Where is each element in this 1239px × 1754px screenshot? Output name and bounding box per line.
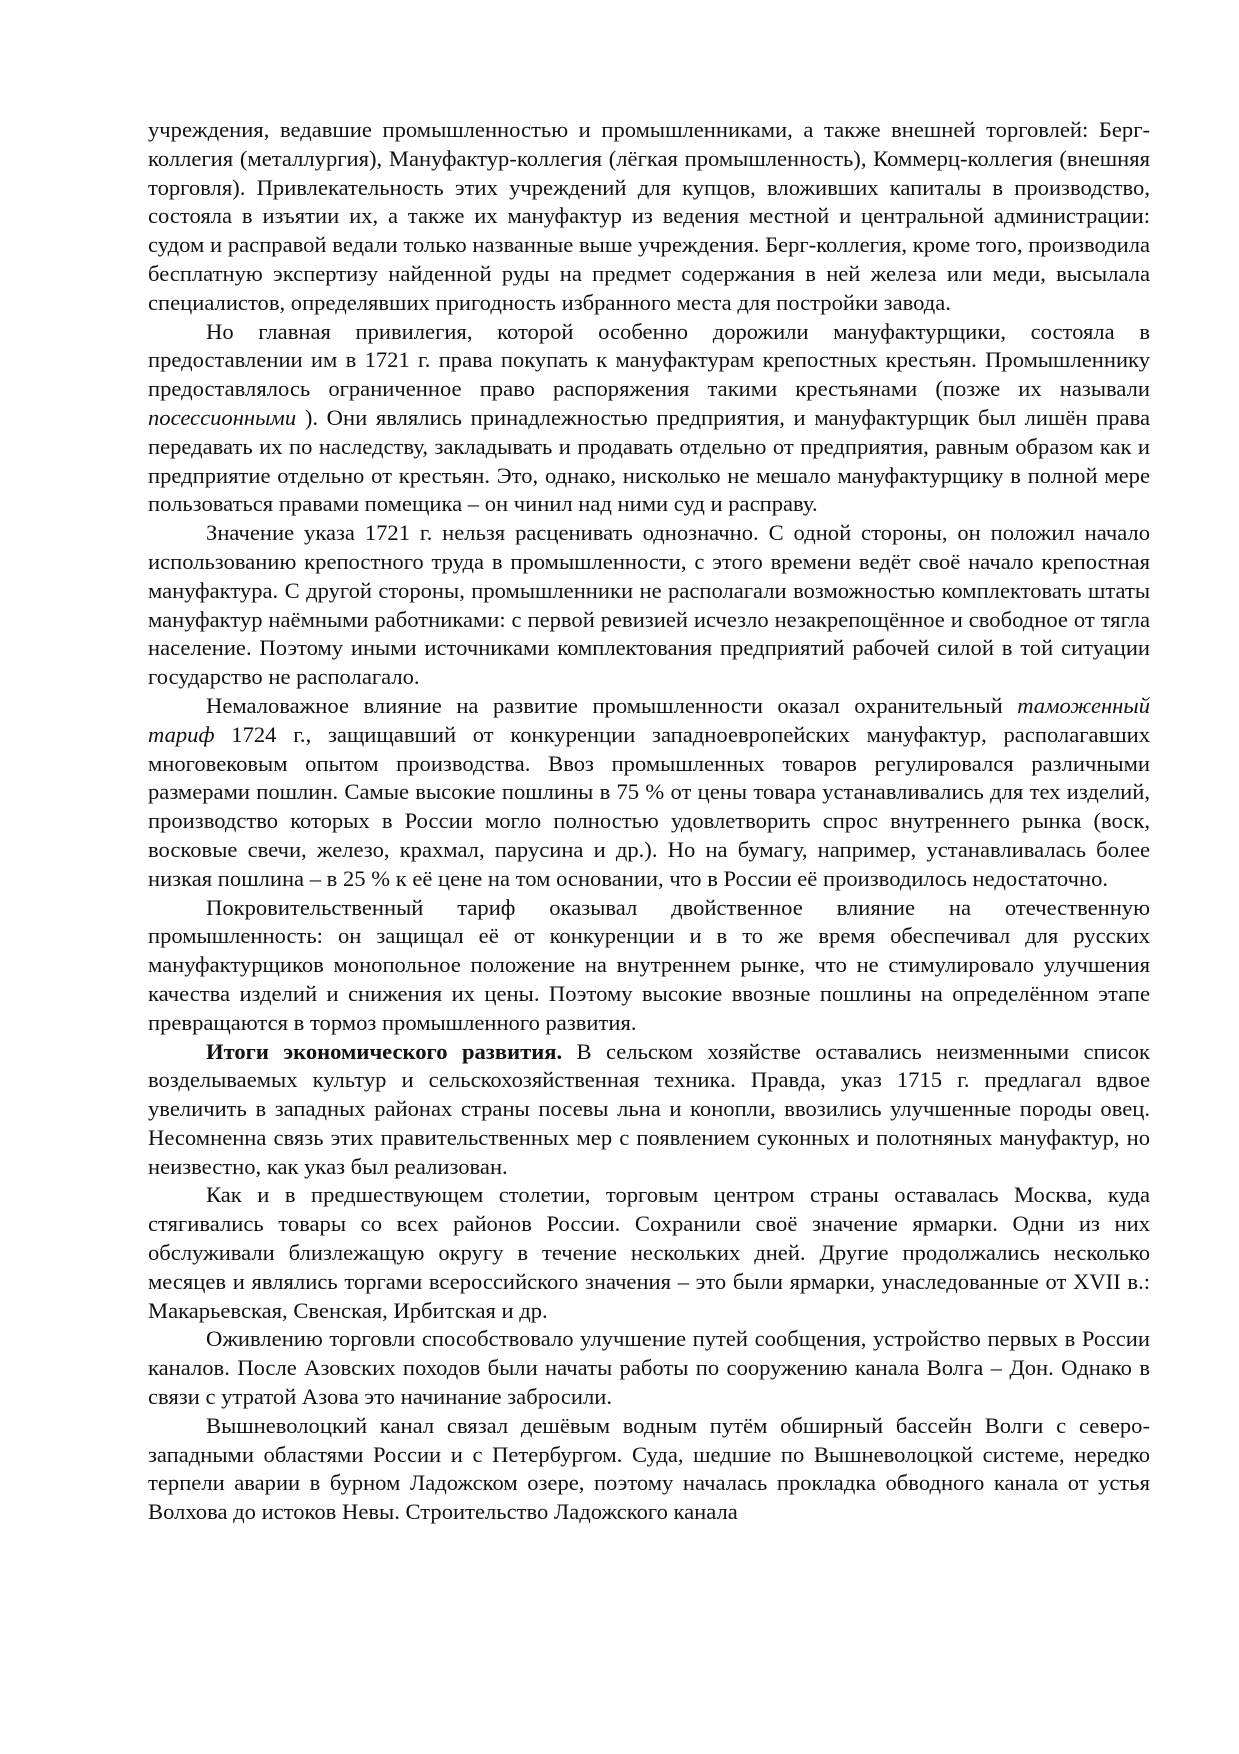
paragraph-economic-results xyxy=(148,1038,1150,1182)
paragraph-text: Но главная привилегия, которой особенно дорожили мануфактурщики, состояла в предоставлении им в 1721 г. права покупать к мануфактурам крепостных крестьян. Промышленнику предоставлялось ограниченное право распоряжения такими крестьянами (позже их называли xyxy=(148,318,1150,402)
italic-term: таможенный тариф xyxy=(148,692,1150,747)
paragraph-text: Как и в предшествующем столетии, торговым центром страны оставалась Москва, куда стягивались товары со всех районов России. Сохранили своё значение ярмарки. Одни из них обслуживали близлежащую округу в течение нескольких дней. Другие продолжались несколько месяцев и являлись торгами всероссийского значения – это были ярмарки, унаследованные от XVII в.: Макарьевская, Свенская, Ирбитская и др. xyxy=(148,1182,1150,1323)
paragraph-vyshnevolotsky-canal xyxy=(148,1412,1150,1527)
paragraph-text: ). Они являлись принадлежностью предприятия, и мануфактурщик был лишён права передавать их по наследству, закладывать и продавать отдельно от предприятия, равным образом как и предприятие отдельно от крестьян. Это, однако, нисколько не мешало мануфактурщику в полной мере пользоваться правами помещика – он чинил над ними суд и расправу. xyxy=(148,404,1150,517)
paragraph-decree-1721 xyxy=(148,519,1150,692)
paragraph-privilege xyxy=(148,318,1150,520)
paragraph-text: Немаловажное влияние на развитие промышленности оказал охранительный xyxy=(206,692,1018,718)
paragraph-text: Покровительственный тариф оказывал двойственное влияние на отечественную промышленность: он защищал её от конкуренции и в то же время обеспечивал для русских мануфактурщиков монопольное положение на внутреннем рынке, что не стимулировало улучшения качества изделий и снижения их цены. Поэтому высокие ввозные пошлины на определённом этапе превращаются в тормоз промышленного развития. xyxy=(148,894,1150,1035)
paragraph-text: Вышневолоцкий канал связал дешёвым водным путём обширный бассейн Волги с северо-западными областями России и с Петербургом. Суда, шедшие по Вышневолоцкой системе, нередко терпели аварии в бурном Ладожском озере, поэтому началась прокладка обводного канала от устья Волхова до истоков Невы. Строительство Ладожского канала xyxy=(148,1412,1150,1525)
paragraph-trade-center xyxy=(148,1181,1150,1325)
paragraph-text: 1724 г., защищавший от конкуренции западноевропейских мануфактур, располагавших многовековым опытом производства. Ввоз промышленных товаров регулировался различными размерами пошлин. Самые высокие пошлины в 75 % от цены товара устанавливались для тех изделий, производство которых в России могло полностью удовлетворить спрос внутреннего рынка (воск, восковые свечи, железо, крахмал, парусина и др.). Но на бумагу, например, устанавливалась более низкая пошлина – в 25 % к её цене на том основании, что в России её производилось недостаточно. xyxy=(148,721,1150,891)
paragraph-text: Оживлению торговли способствовало улучшение путей сообщения, устройство первых в России каналов. После Азовских походов были начаты работы по сооружению канала Волга – Дон. Однако в связи с утратой Азова это начинание забросили. xyxy=(148,1326,1150,1410)
paragraph-text: В сельском хозяйстве оставались неизменными список возделываемых культур и сельскохозяйственная техника. Правда, указ 1715 г. предлагал вдвое увеличить в западных районах страны посевы льна и конопли, ввозились улучшенные породы овец. Несомненна связь этих правительственных мер с появлением суконных и полотняных мануфактур, но неизвестно, как указ был реализован. xyxy=(148,1038,1150,1179)
italic-term: посессионными xyxy=(148,404,297,430)
paragraph-customs-tariff xyxy=(148,692,1150,894)
paragraph-canals xyxy=(148,1325,1150,1411)
paragraph-text: Значение указа 1721 г. нельзя расценивать однозначно. С одной стороны, он положил начало использованию крепостного труда в промышленности, с этого времени ведёт своё начало крепостная мануфактура. С другой стороны, промышленники не располагали возможностью комплектовать штаты мануфактур наёмными работниками: с первой ревизией исчезло незакрепощённое и свободное от тягла население. Поэтому иными источниками комплектования предприятий рабочей силой в той ситуации государство не располагало. xyxy=(148,520,1150,690)
paragraph-colleges xyxy=(148,116,1150,318)
paragraph-text: учреждения, ведавшие промышленностью и промышленниками, а также внешней торговлей: Берг-коллегия (металлургия), Мануфактур-коллегия (лёгкая промышленность), Коммерц-коллегия (внешняя торговля). Привлекательность этих учреждений для купцов, вложивших капиталы в производство, состояла в изъятии их, а также их мануфактур из ведения местной и центральной администрации: судом и расправой ведали только названные выше учреждения. Берг-коллегия, кроме того, производила бесплатную экспертизу найденной руды на предмет содержания в ней железа или меди, высылала специалистов, определявших пригодность избранного места для постройки завода. xyxy=(148,117,1150,315)
section-heading: Итоги экономического развития. xyxy=(206,1038,563,1064)
paragraph-protective-tariff xyxy=(148,894,1150,1038)
document-page xyxy=(148,116,1150,1527)
